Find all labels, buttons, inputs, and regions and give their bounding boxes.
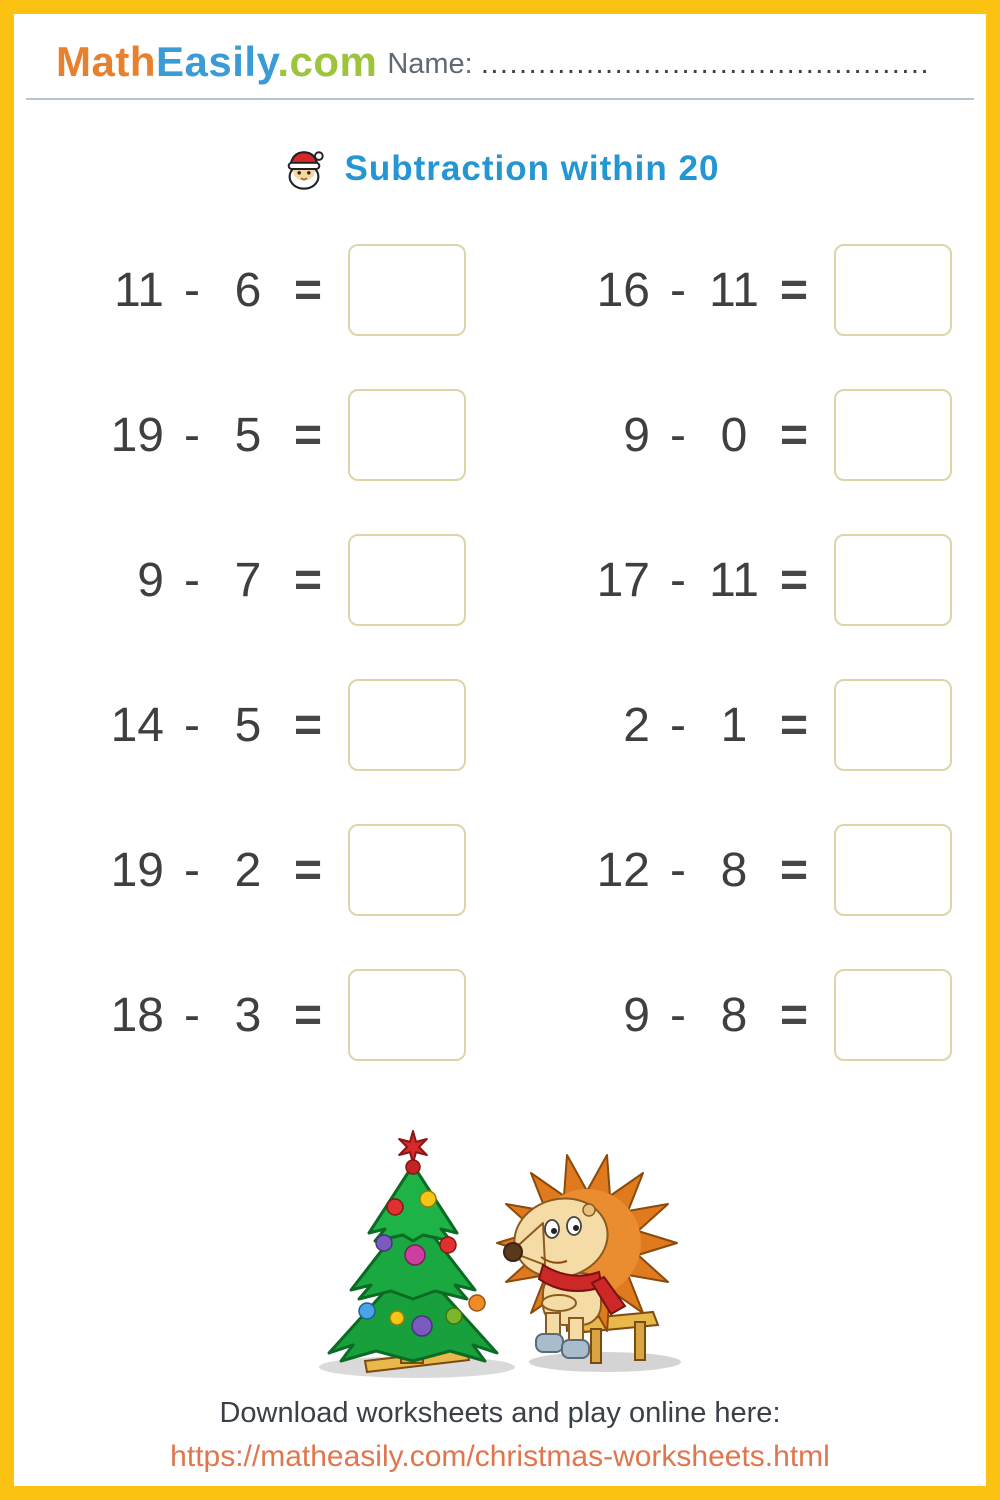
- header-divider: [26, 98, 974, 100]
- logo-com: .com: [277, 38, 378, 85]
- minuend: 17: [596, 553, 650, 607]
- subtrahend: 6: [234, 263, 262, 317]
- problem: [584, 534, 952, 626]
- subtrahend: 8: [720, 988, 748, 1042]
- answer-box[interactable]: [348, 969, 466, 1061]
- answer-box[interactable]: [348, 679, 466, 771]
- problem: [584, 244, 952, 336]
- minus-sign: -: [670, 263, 686, 317]
- minus-sign: -: [670, 553, 686, 607]
- answer-box[interactable]: [348, 534, 466, 626]
- name-dots-line: ...............................................: [480, 48, 930, 80]
- minuend: 9: [623, 988, 650, 1042]
- problem: [98, 679, 466, 771]
- equals-sign: =: [779, 553, 809, 607]
- equals-sign: =: [779, 988, 809, 1042]
- minuend: 12: [596, 843, 650, 897]
- problem: [584, 969, 952, 1061]
- equals-sign: =: [293, 698, 323, 752]
- logo-easily: Easily: [156, 38, 278, 85]
- minus-sign: -: [184, 698, 200, 752]
- answer-box[interactable]: [834, 824, 952, 916]
- logo-math: Math: [56, 38, 156, 85]
- subtrahend: 1: [720, 698, 748, 752]
- answer-box[interactable]: [834, 679, 952, 771]
- minuend: 14: [110, 698, 164, 752]
- minus-sign: -: [670, 988, 686, 1042]
- problem: [584, 824, 952, 916]
- subtrahend: 8: [720, 843, 748, 897]
- subtrahend: 7: [234, 553, 262, 607]
- equals-sign: =: [293, 408, 323, 462]
- problems-grid: [14, 244, 986, 1061]
- minuend: 19: [110, 408, 164, 462]
- name-line: [387, 48, 930, 81]
- subtrahend: 5: [234, 408, 262, 462]
- title-row: [14, 146, 986, 192]
- problem: [584, 389, 952, 481]
- minuend: 2: [623, 698, 650, 752]
- problem: [98, 824, 466, 916]
- minus-sign: -: [184, 843, 200, 897]
- equals-sign: =: [293, 843, 323, 897]
- answer-box[interactable]: [834, 534, 952, 626]
- equals-sign: =: [293, 553, 323, 607]
- minus-sign: -: [184, 553, 200, 607]
- minuend: 18: [110, 988, 164, 1042]
- answer-box[interactable]: [348, 244, 466, 336]
- equals-sign: =: [779, 408, 809, 462]
- subtrahend: 11: [709, 553, 759, 607]
- problem: [98, 389, 466, 481]
- answer-box[interactable]: [834, 389, 952, 481]
- problem: [98, 534, 466, 626]
- subtrahend: 3: [234, 988, 262, 1042]
- answer-box[interactable]: [348, 389, 466, 481]
- answer-box[interactable]: [834, 969, 952, 1061]
- header: [14, 14, 986, 98]
- minuend: 9: [623, 408, 650, 462]
- problem: [98, 969, 466, 1061]
- footer-text: Download worksheets and play online here:: [219, 1397, 781, 1429]
- illustration-row: [14, 1115, 986, 1383]
- christmas-tree-and-hedgehog-illustration: [305, 1115, 695, 1383]
- subtrahend: 11: [709, 263, 759, 317]
- answer-box[interactable]: [834, 244, 952, 336]
- equals-sign: =: [293, 263, 323, 317]
- subtrahend: 5: [234, 698, 262, 752]
- minus-sign: -: [670, 408, 686, 462]
- subtrahend: 0: [720, 408, 748, 462]
- santa-icon: [281, 146, 327, 192]
- equals-sign: =: [779, 843, 809, 897]
- minuend: 16: [596, 263, 650, 317]
- minuend: 19: [110, 843, 164, 897]
- equals-sign: =: [293, 988, 323, 1042]
- minus-sign: -: [184, 408, 200, 462]
- footer: [14, 1397, 986, 1474]
- minus-sign: -: [184, 263, 200, 317]
- brand-logo: [56, 38, 377, 86]
- minus-sign: -: [184, 988, 200, 1042]
- minus-sign: -: [670, 698, 686, 752]
- minus-sign: -: [670, 843, 686, 897]
- minuend: 9: [137, 553, 164, 607]
- equals-sign: =: [779, 698, 809, 752]
- equals-sign: =: [779, 263, 809, 317]
- minuend: 11: [114, 263, 164, 317]
- problem: [98, 244, 466, 336]
- page-title: Subtraction within 20: [344, 149, 720, 188]
- problem: [584, 679, 952, 771]
- answer-box[interactable]: [348, 824, 466, 916]
- name-label: Name:: [387, 48, 473, 80]
- footer-link[interactable]: https://matheasily.com/christmas-worksheets.html: [170, 1440, 830, 1473]
- subtrahend: 2: [234, 843, 262, 897]
